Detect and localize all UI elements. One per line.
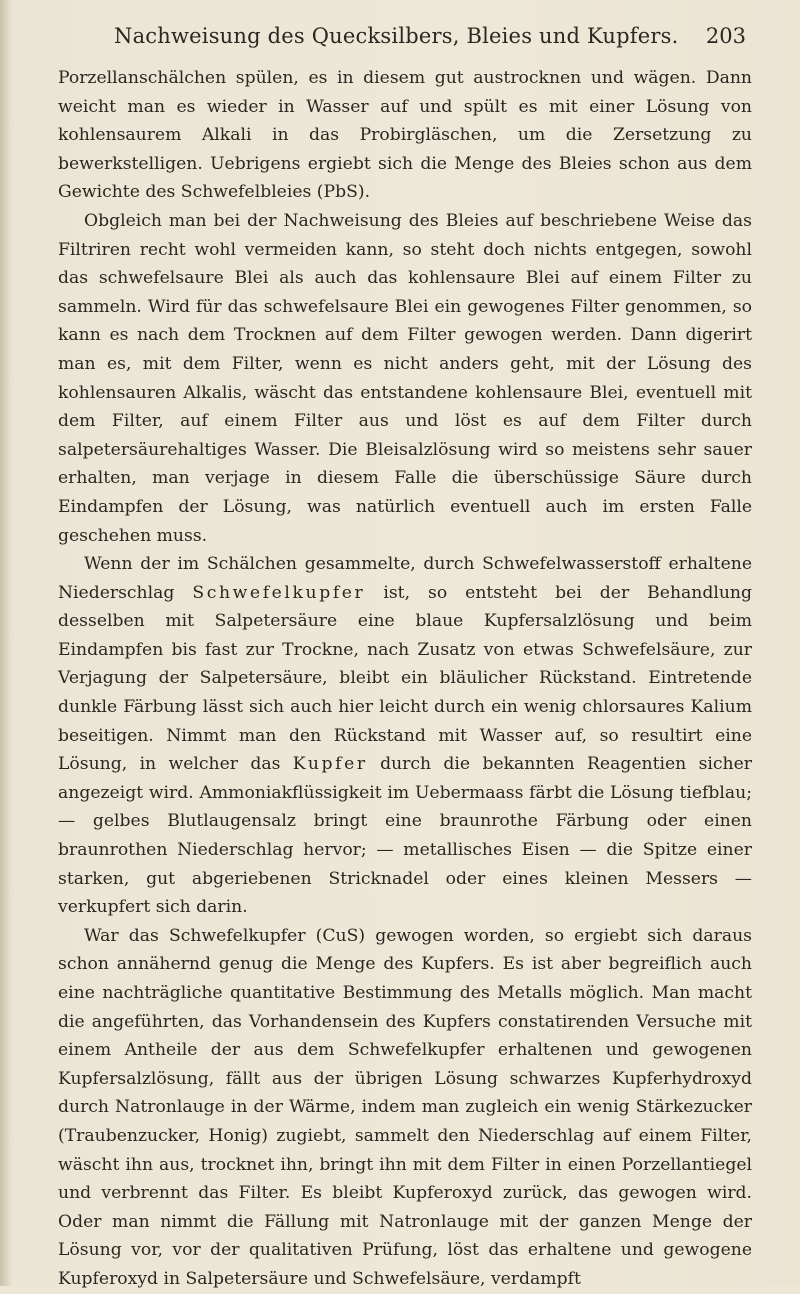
- paragraph-1: [58, 64, 752, 207]
- running-title: Nachweisung des Quecksilbers, Bleies und Kupfers.: [114, 24, 679, 48]
- paragraph-text: Porzellanschälchen spülen, es in diesem gut austrocknen und wägen. Dann weicht man es wieder in Wasser auf und spült es mit einer Lösung von kohlensaurem Alkali in das Probirgläschen, um die Zersetzung zu bewerkstelligen. Uebrigens ergiebt sich die Menge des Bleies schon aus dem Gewichte des Schwefelbleies (PbS).: [58, 68, 752, 203]
- paragraph-2: [58, 207, 752, 550]
- paragraph-text: Wenn der im Schälchen gesammelte, durch Schwefelwasserstoff erhaltene Niederschlag: [58, 554, 752, 603]
- running-header: [58, 24, 752, 60]
- paragraph-text: War das Schwefelkupfer (CuS) gewogen worden, so ergiebt sich daraus schon annähernd genug die Menge des Kupfers. Es ist aber begreiflich auch eine nachträgliche quantitative Bestimmung des Metalls möglich. Man macht die angeführten, das Vorhandensein des Kupfers constatirenden Versuche mit einem Antheile der aus dem Schwefelkupfer erhaltenen und gewogenen Kupfersalzlösung, fällt aus der übrigen Lösung schwarzes Kupferhydroxyd durch Natronlauge in der Wärme, indem man zugleich ein wenig Stärkezucker (Traubenzucker, Honig) zugiebt, sammelt den Niederschlag auf einem Filter, wäscht ihn aus, trocknet ihn, bringt ihn mit dem Filter in einen Porzellantiegel und verbrennt das Filter. Es bleibt Kupferoxyd zurück, das gewogen wird. Oder man nimmt die Fällung mit Natronlauge mit der ganzen Menge der Lösung vor, vor der qualitativen Prüfung, löst das erhaltene und gewogene Kupferoxyd in Salpetersäure und Schwefelsäure, verdampft: [58, 925, 752, 1289]
- body-text: [58, 64, 752, 1294]
- emphasis-spaced-kupfer: Kupfer: [292, 754, 368, 775]
- emphasis-spaced-schwefelkupfer: Schwefelkupfer: [192, 582, 366, 603]
- page-number: 203: [705, 24, 746, 48]
- paragraph-3: [58, 550, 752, 922]
- paragraph-text: Obgleich man bei der Nachweisung des Bleies auf beschriebene Weise das Filtriren recht wohl vermeiden kann, so steht doch nichts entgegen, sowohl das schwefelsaure Blei als auch das kohlensaure Blei auf einem Filter zu sammeln. Wird für das schwefelsaure Blei ein gewogenes Filter genommen, so kann es nach dem Trocknen auf dem Filter gewogen werden. Dann digerirt man es, mit dem Filter, wenn es nicht anders geht, mit der Lösung des kohlensauren Alkalis, wäscht das entstandene kohlensaure Blei, eventuell mit dem Filter, auf einem Filter aus und löst es auf dem Filter durch salpetersäurehaltiges Wasser. Die Bleisalzlösung wird so meistens sehr sauer erhalten, man verjage in diesem Falle die überschüssige Säure durch Eindampfen der Lösung, was natürlich eventuell auch im ersten Falle geschehen muss.: [58, 210, 752, 546]
- page-spine-shadow: [0, 0, 10, 1286]
- paragraph-4: [58, 922, 752, 1294]
- paragraph-text: ist, so entsteht bei der Behandlung desselben mit Salpetersäure eine blaue Kupfersalzlösung und beim Eindampfen bis fast zur Trockne, nach Zusatz von etwas Schwefelsäure, zur Verjagung der Salpetersäure, bleibt ein bläulicher Rückstand. Eintretende dunkle Färbung lässt sich auch hier leicht durch ein wenig chlorsaures Kalium beseitigen. Nimmt man den Rückstand mit Wasser auf, so resultirt eine Lösung, in welcher das: [58, 582, 752, 775]
- paragraph-text: durch die bekannten Reagentien sicher angezeigt wird. Ammoniakflüssigkeit im Uebermaass färbt die Lösung tiefblau; — gelbes Blutlaugensalz bringt eine braunrothe Färbung oder einen braunrothen Niederschlag hervor; — metallisches Eisen — die Spitze einer starken, gut abgeriebenen Stricknadel oder eines kleinen Messers — verkupfert sich darin.: [58, 754, 752, 918]
